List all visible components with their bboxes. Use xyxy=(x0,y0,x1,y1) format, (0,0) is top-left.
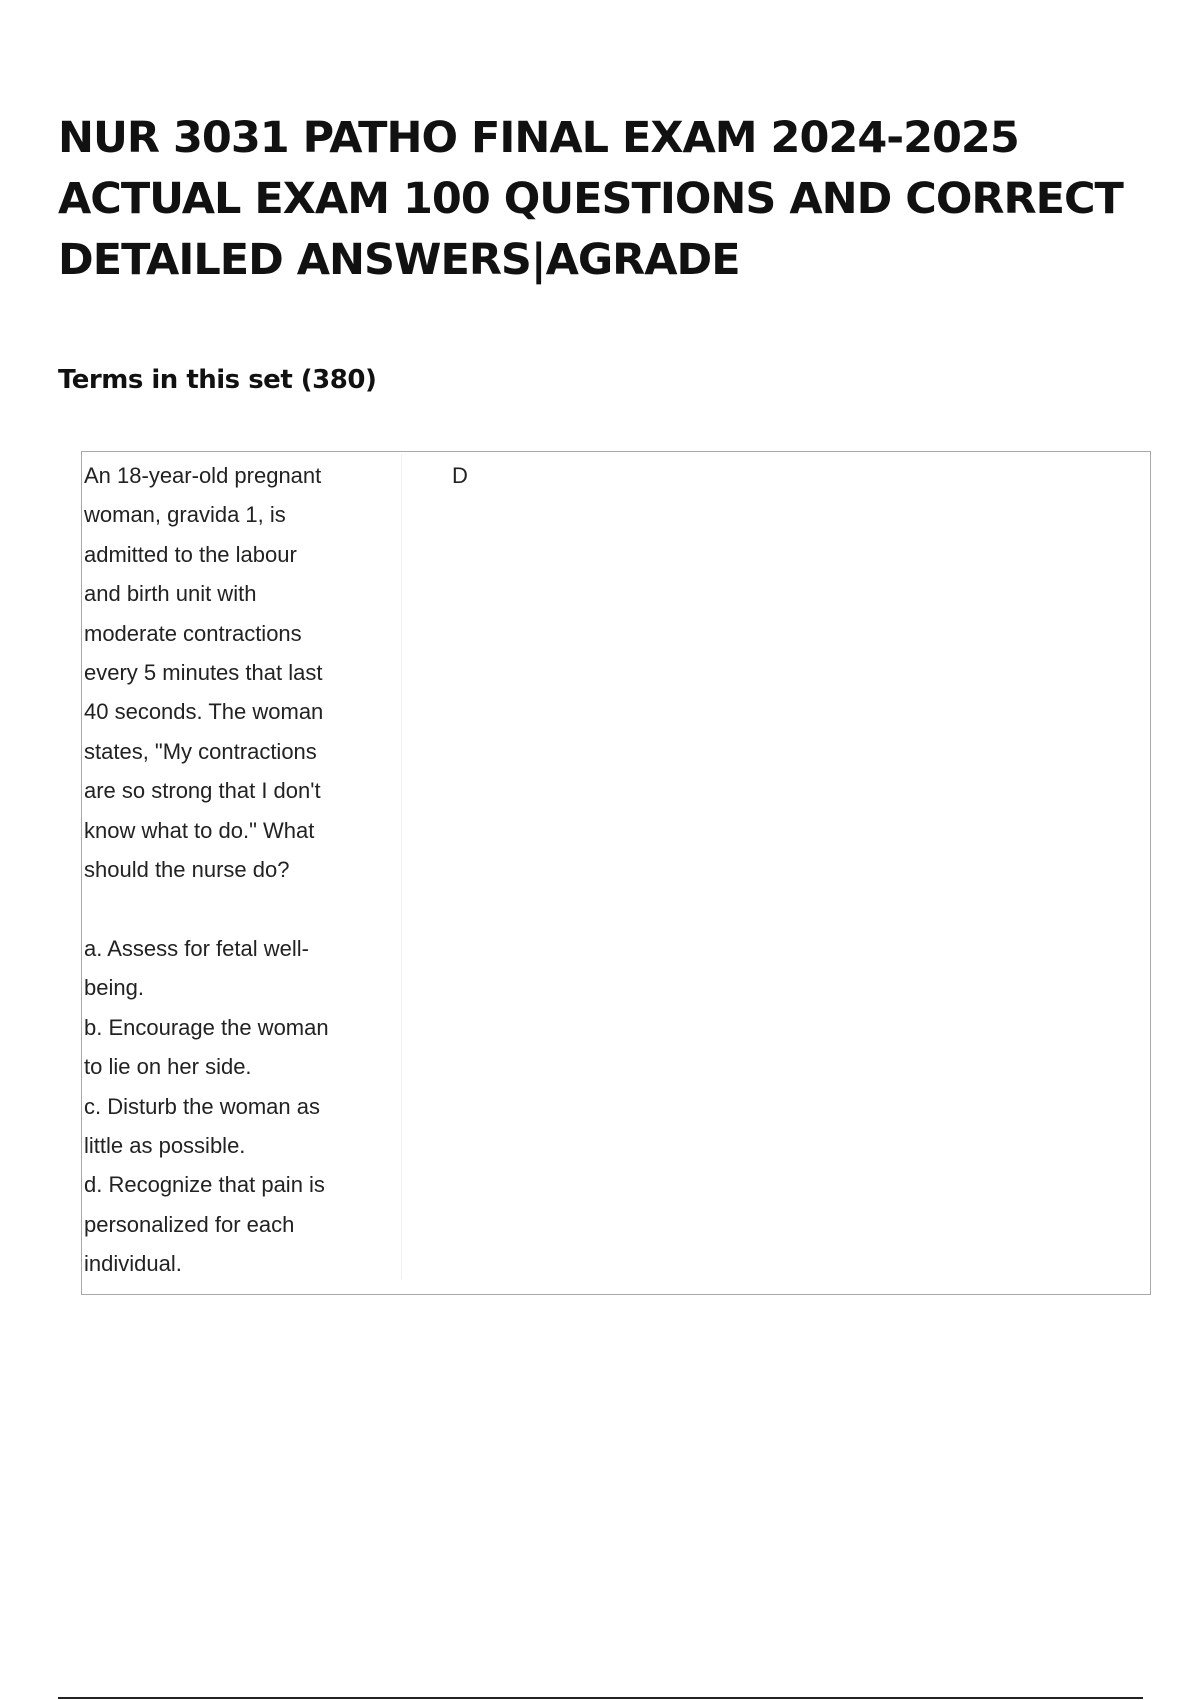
terms-count-heading: Terms in this set (380) xyxy=(58,365,377,395)
term-row xyxy=(82,452,1150,1294)
term-question: An 18-year-old pregnant woman, gravida 1, is admitted to the labour and birth unit with moderate contractions every 5 minutes that last 40 seconds. The woman states, "My contractions are so strong that I don't know what to do." What should the nurse do? a. Assess for fetal well- being. b. Encourage the woman to lie on her side. c. Disturb the woman as little as possible. d. Recognize that pain is personalized for each individual. xyxy=(84,463,329,1277)
footer-divider xyxy=(58,1697,1143,1699)
term-answer: D xyxy=(452,463,468,488)
column-divider xyxy=(401,454,402,1279)
terms-table xyxy=(81,451,1151,1295)
document-title: NUR 3031 PATHO FINAL EXAM 2024-2025 ACTUAL EXAM 100 QUESTIONS AND CORRECT DETAILED ANSWERS|AGRADE xyxy=(58,113,1123,285)
